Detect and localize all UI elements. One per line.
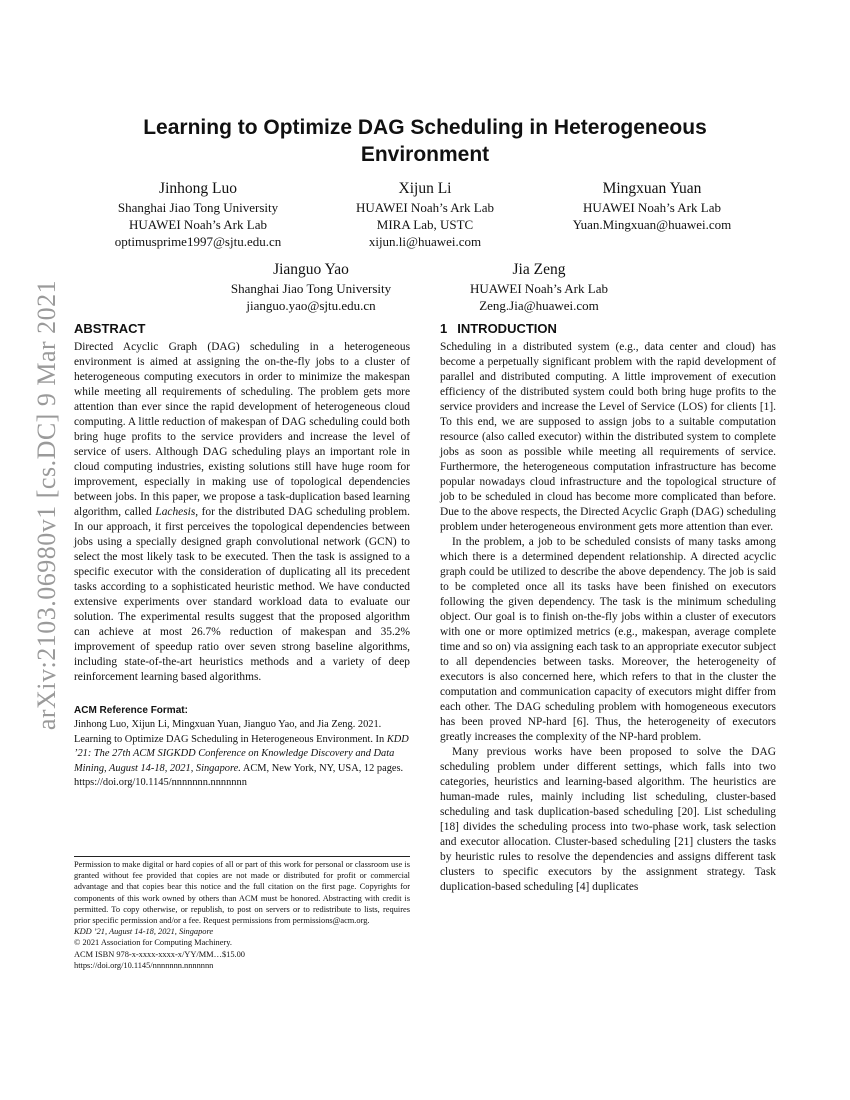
intro-paragraph: Scheduling in a distributed system (e.g., data center and cloud) has become a perpetually significant problem with the rapid development of parallel and distributed computing. A little improvement of execution efficiency of the distributed system could both bring huge profits to the service providers and increase the Level of Service (LOS) for clients [1]. To this end, we are supposed to assign jobs to a suitable computation resource (also called executor) within the distributed system to complete jobs as soon as possible while meeting all requirements of service. Furthermore, the heterogeneous computation infrastructure has become popular nowadays cloud infrastructure and the topological structure of job to be scheduled in cloud has become more complicated than before. Due to the above respects, the Directed Acyclic Graph (DAG) scheduling problem under heterogeneous environment gets more attention than ever. [440, 341, 776, 533]
permission-text: Permission to make digital or hard copies of all or part of this work for personal or classroom use is granted without fee provided that copies are not made or distributed for profit or commercial advantage and that copies bear this notice and the full citation on the first page. Copyrights for components of this work owned by others than ACM must be honored. Abstracting with credit is permitted. To copy otherwise, or republish, to post on servers or to redistribute to lists, requires prior specific permission and/or a fee. Request permissions from permissions@acm.org. [74, 860, 410, 926]
author-affiliation: Shanghai Jiao Tong University [230, 281, 392, 296]
acm-reference-text: Jinhong Luo, Xijun Li, Mingxuan Yuan, Jianguo Yao, and Jia Zeng. 2021. Learning to Optimize DAG Scheduling in Heterogeneous Environment. In KDD ’21: The 27th ACM SIGKDD Conference on Knowledge Discovery and Data Mining, August 14-18, 2021, Singapore. ACM, New York, NY, USA, 12 pages. https://doi.org/10.1145/nnnnnnn.nnnnnnn [74, 719, 409, 788]
algorithm-name: Lachesis [155, 506, 196, 518]
intro-paragraph: Many previous works have been proposed to solve the DAG scheduling problem under different settings, which falls into two categories, heuristics and learning-based algorithm. The heuristics are human-made rules, mainly including list scheduling, cluster-based scheduling and task duplication-based scheduling [20]. List scheduling [18] divides the scheduling process into two-phase work, task selection and executor allocation. Cluster-based scheduling [21] clusters the tasks by heuristic rules to resolve the dependencies and assigns different task clusters to specific executors by the assignment strategy. Task duplication-based scheduling [4] duplicates [440, 746, 776, 893]
author-email[interactable]: optimusprime1997@sjtu.edu.cn [114, 234, 282, 249]
isbn-line: ACM ISBN 978-x-xxxx-xxxx-x/YY/MM…$15.00 [74, 949, 245, 959]
author-name: Jia Zeng [512, 261, 566, 278]
doi-link[interactable]: https://doi.org/10.1145/nnnnnnn.nnnnnnn [74, 960, 214, 970]
left-column [74, 320, 410, 791]
author-affiliation: MIRA Lab, USTC [376, 217, 474, 232]
abstract-text: Directed Acyclic Graph (DAG) scheduling in a heterogeneous environment is aimed at assigning the on-the-fly jobs to a cluster of heterogeneous computing executors in order to minimize the makespan while meeting all requirements of scheduling. The problem gets more attention than ever since the rapid development of heterogeneous cloud computing. A little reduction of makespan of DAG scheduling could both bring huge profits to the service providers and increase the level of service of users. Although DAG scheduling plays an important role in cloud computing industries, existing solutions still have huge room for improvement, especially in making use of topological dependencies between jobs. In this paper, we propose a task-duplication based learning algorithm, called Lachesis, for the distributed DAG scheduling problem. In our approach, it first perceives the topological dependencies between jobs using a specially designed graph convolutional network (GCN) to select the most likely task to be executed. Then the task is assigned to a specific executor with the consideration of duplicating all its precedent tasks according to a sophisticated heuristic method. We have conducted extensive experiments over standard workload data to evaluate our solution. The experimental results suggest that the proposed algorithm can achieve at most 26.7% reduction of makespan and 35.2% improvement of speedup ratio over seven strong baseline algorithms, including state-of-the-art heuristics methods and a variety of deep reinforcement learning based algorithms. [74, 341, 410, 683]
author-email[interactable]: Yuan.Mingxuan@huawei.com [572, 217, 732, 232]
author-email[interactable]: Zeng.Jia@huawei.com [479, 298, 599, 313]
author-affiliation: HUAWEI Noah’s Ark Lab [356, 200, 494, 215]
paper-title: Learning to Optimize DAG Scheduling in Heterogeneous Environment [143, 116, 707, 166]
author-block [305, 178, 545, 250]
arxiv-watermark [22, 260, 72, 750]
author-affiliation: HUAWEI Noah’s Ark Lab [129, 217, 267, 232]
acm-reference-heading: ACM Reference Format: [74, 705, 188, 716]
footnote-divider [74, 856, 410, 857]
author-affiliation: HUAWEI Noah’s Ark Lab [583, 200, 721, 215]
author-name: Jianguo Yao [273, 261, 349, 278]
author-name: Jinhong Luo [159, 180, 237, 197]
abstract-heading: ABSTRACT [74, 321, 146, 336]
author-block [191, 259, 431, 314]
author-affiliation: HUAWEI Noah’s Ark Lab [470, 281, 608, 296]
intro-paragraph: In the problem, a job to be scheduled consists of many tasks among which there is a determined dependent relationship. A directed acyclic graph could be utilized to describe the above dependency. The job is said to be completed once all its tasks have been finished on executors following the given dependency. The task is the minimum scheduling object. Our goal is to finish on-the-fly jobs within a cluster of executors with one or more optimized metrics (e.g., makespan, average complete time and so on) via assigning each task to an appropriate executor subject to all dependencies between tasks. Moreover, the heterogeneity of executors is also concerned here, which refers to that in the cluster the computation and communication capacity of executors might differ from each other. The DAG scheduling problem with homogeneous executors has been proved NP-hard [6]. Thus, the heterogeneity of executors greatly increases the complexity of the NP-hard problem. [440, 536, 776, 743]
author-block [532, 178, 772, 233]
author-email[interactable]: jianguo.yao@sjtu.edu.cn [246, 298, 376, 313]
arxiv-id: arXiv:2103.06980v1 [cs.DC] 9 Mar 2021 [32, 279, 61, 731]
author-name: Mingxuan Yuan [602, 180, 702, 197]
section-title: INTRODUCTION [457, 321, 557, 336]
right-column [440, 320, 776, 895]
permission-notice [74, 859, 410, 971]
author-affiliation: Shanghai Jiao Tong University [117, 200, 279, 215]
author-block [419, 259, 659, 314]
introduction-heading [440, 320, 776, 338]
copyright-line: © 2021 Association for Computing Machinery. [74, 938, 232, 948]
author-block [78, 178, 318, 250]
conference-info: KDD ’21, August 14-18, 2021, Singapore [74, 927, 214, 937]
author-email[interactable]: xijun.li@huawei.com [368, 234, 482, 249]
section-number: 1 [440, 321, 448, 336]
author-name: Xijun Li [398, 180, 452, 197]
